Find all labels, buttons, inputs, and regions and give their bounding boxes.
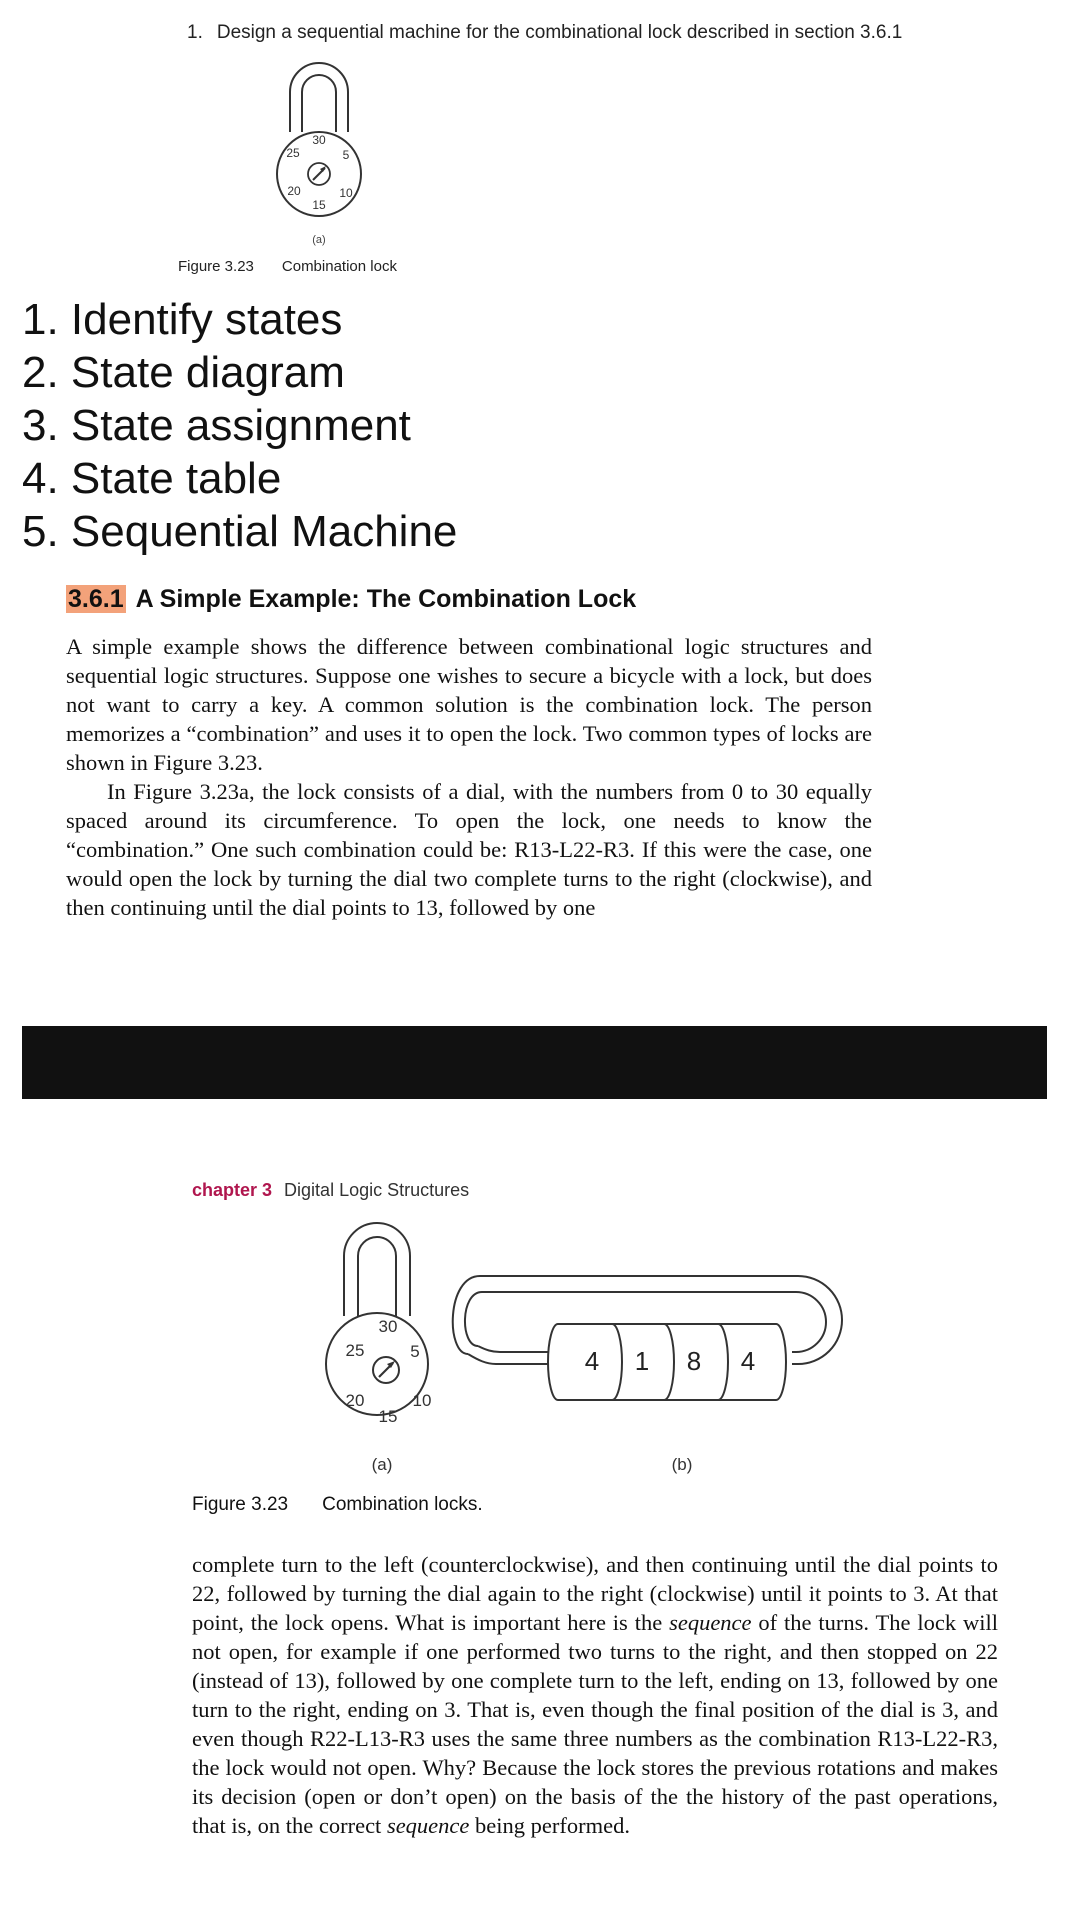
question-text: Design a sequential machine for the combinational lock described in section 3.6.1 [216,22,903,43]
dial-number: 20 [287,184,301,198]
text-run: of the turns. The lock will not open, for example if one performed two turns to the right, and then stopped on 22 (instead of 13), followed by one complete turn to the left, ending on 13, followed by one turn to the right, ending on 3. That is, even though the final position of the dial is 3, and even though R22-L13-R3 uses the same three numbers as the combination R13-L22-R3, the lock would not open. Why? Because the lock stores the previous rotations and makes its decision (open or don’t open) on the basis of the the history of the past operations, that is, on the correct [192,1610,998,1838]
chapter-header [192,1180,469,1201]
dial-number: 15 [378,1407,398,1426]
figure-sublabel: (a) [371,1455,393,1474]
step-item: 2. State diagram [22,348,345,397]
wheel-digit: 4 [584,1346,600,1376]
step-item: 3. State assignment [22,401,411,450]
wheel-digit: 4 [740,1346,756,1376]
step-item: 4. State table [22,454,282,503]
dial-number: 25 [286,146,300,160]
figure-sublabel: (a) [312,234,326,246]
dial-number: 30 [378,1317,398,1336]
dial-number: 5 [342,148,350,162]
chapter-title: Digital Logic Structures [284,1180,470,1200]
wheel-digit: 8 [686,1346,702,1376]
paragraph: A simple example shows the difference between combinational logic structures and sequential logic structures. Suppose one wishes to secure a bicycle with a lock, but does not want to carry a key. A common solution is the combination lock. The person memorizes a “combination” and uses it to open the lock. Two common types of locks are shown in Figure 3.23. [66,634,872,775]
steps-list [22,293,457,558]
text-run: complete turn to the left (counterclockwise), and then continuing until the dial points to 22, followed by turning the dial again to the right (clockwise) until it points to 3. At that point, the lock opens. What is important here is the [192,1552,998,1635]
dial-number: 30 [312,133,326,147]
combination-locks-figure [320,1218,880,1478]
step-item: 1. Identify states [22,295,343,344]
chapter-label: chapter 3 [192,1180,273,1200]
figure-sublabel: (b) [671,1455,693,1474]
section-body [66,632,872,922]
question-number: 1. [187,22,203,43]
caption-text: Combination locks. [322,1494,483,1515]
combination-lock-figure-small [264,62,374,252]
paragraph [192,1550,998,1840]
dial-number: 15 [312,198,326,212]
wheel-digit: 1 [634,1346,650,1376]
caption-label: Figure 3.23 [178,258,254,275]
caption-label: Figure 3.23 [192,1494,289,1515]
separator-band [22,1026,1047,1099]
figure-caption-small [178,258,397,275]
dial-number: 5 [410,1342,420,1361]
emphasis: sequence [386,1813,470,1838]
dial-number: 10 [339,186,353,200]
caption-text: Combination lock [281,258,397,275]
dial-number: 20 [345,1391,365,1410]
figure-caption-large [192,1494,483,1516]
dial-number: 10 [412,1391,432,1410]
dial-number: 25 [345,1341,365,1360]
question-line [187,22,902,44]
step-item: 5. Sequential Machine [22,507,458,556]
paragraph: In Figure 3.23a, the lock consists of a dial, with the numbers from 0 to 30 equally spaced around its circumference. To open the lock, one needs to know the “combination.” One such combination could be: R13-L22-R3. If this were the case, one would open the lock by turning the dial two complete turns to the right (clockwise), and then continuing until the dial points to 13, followed by one [66,779,872,920]
continuation-body [192,1550,998,1840]
section-title: A Simple Example: The Combination Lock [135,585,637,613]
section-heading [66,585,636,614]
text-run: being performed. [469,1813,630,1838]
section-number: 3.6.1 [68,585,124,613]
emphasis: sequence [669,1610,752,1635]
